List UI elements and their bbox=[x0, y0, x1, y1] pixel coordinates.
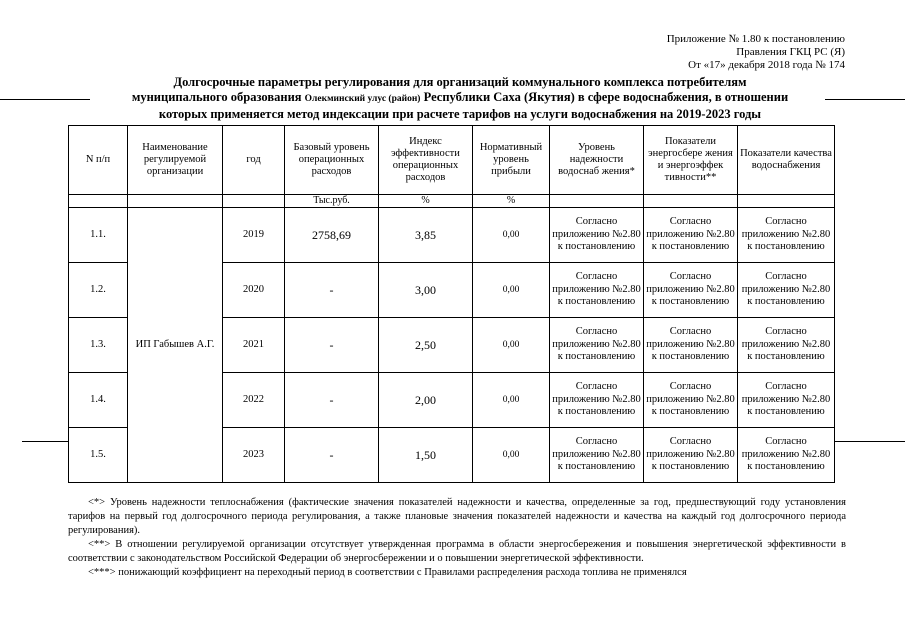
unit-cell bbox=[128, 195, 223, 208]
row-base-level: - bbox=[285, 428, 379, 483]
col-header-reliability: Уровень надежности водоснаб жения* bbox=[550, 126, 644, 195]
row-year: 2020 bbox=[223, 263, 285, 318]
col-header-energy-saving: Показатели энергосбере жения и энергоэффек тивности** bbox=[644, 126, 738, 195]
row-number: 1.5. bbox=[69, 428, 128, 483]
margin-line-left-lower bbox=[22, 441, 68, 442]
col-header-base-level: Базовый уровень операционных расходов bbox=[285, 126, 379, 195]
document-title bbox=[40, 75, 880, 122]
row-energy-saving-ref: Согласно приложению №2.80 к постановлению bbox=[644, 318, 738, 373]
row-reliability-ref: Согласно приложению №2.80 к постановлению bbox=[550, 318, 644, 373]
row-energy-saving-ref: Согласно приложению №2.80 к постановлению bbox=[644, 263, 738, 318]
title-municipality-prefix: муниципального образования bbox=[131, 90, 302, 104]
row-number: 1.2. bbox=[69, 263, 128, 318]
col-header-profit-level: Нормативный уровень прибыли bbox=[473, 126, 550, 195]
footnote-energy-saving: <**> В отношении регулируемой организации отсутствует утвержденная программа в области энергосбережения и повышения энергетической эффективности в соответствии с законодательством Российской Федерации об энергосбережении и о повышении энергетической эффективности. bbox=[68, 539, 846, 564]
col-header-number: N п/п bbox=[69, 126, 128, 195]
row-profit-level: 0,00 bbox=[473, 428, 550, 483]
organization-name: ИП Габышев А.Г. bbox=[128, 208, 223, 483]
unit-cell-profit: % bbox=[473, 195, 550, 208]
row-quality-ref: Согласно приложению №2.80 к постановлению bbox=[738, 428, 835, 483]
row-year: 2021 bbox=[223, 318, 285, 373]
margin-line-left bbox=[0, 99, 90, 100]
col-header-organization: Наименование регулируемой организации bbox=[128, 126, 223, 195]
row-profit-level: 0,00 bbox=[473, 318, 550, 373]
row-year: 2023 bbox=[223, 428, 285, 483]
unit-cell bbox=[69, 195, 128, 208]
row-efficiency-index: 2,50 bbox=[379, 318, 473, 373]
col-header-efficiency-index: Индекс эффективности операционных расходов bbox=[379, 126, 473, 195]
title-region: Республики Саха (Якутия) в сфере водоснабжения, в отношении bbox=[423, 90, 789, 104]
row-base-level: - bbox=[285, 318, 379, 373]
row-energy-saving-ref: Согласно приложению №2.80 к постановлению bbox=[644, 428, 738, 483]
row-profit-level: 0,00 bbox=[473, 373, 550, 428]
row-reliability-ref: Согласно приложению №2.80 к постановлению bbox=[550, 373, 644, 428]
col-header-year: год bbox=[223, 126, 285, 195]
title-line-2 bbox=[40, 90, 880, 107]
margin-line-right-lower bbox=[834, 441, 905, 442]
col-header-quality: Показатели качества водоснабжения bbox=[738, 126, 835, 195]
row-quality-ref: Согласно приложению №2.80 к постановлению bbox=[738, 263, 835, 318]
row-number: 1.1. bbox=[69, 208, 128, 263]
table-units-row bbox=[69, 195, 835, 208]
row-energy-saving-ref: Согласно приложению №2.80 к постановлению bbox=[644, 373, 738, 428]
row-energy-saving-ref: Согласно приложению №2.80 к постановлению bbox=[644, 208, 738, 263]
unit-cell bbox=[223, 195, 285, 208]
title-district: Олекминский улус (район) bbox=[304, 94, 421, 104]
appendix-line: Приложение № 1.80 к постановлению bbox=[666, 33, 845, 45]
footnotes bbox=[68, 496, 846, 580]
row-efficiency-index: 1,50 bbox=[379, 428, 473, 483]
unit-cell-index: % bbox=[379, 195, 473, 208]
parameters-table bbox=[68, 125, 835, 483]
row-base-level: 2758,69 bbox=[285, 208, 379, 263]
row-profit-level: 0,00 bbox=[473, 208, 550, 263]
date-number-line: От «17» декабря 2018 года № 174 bbox=[688, 59, 845, 71]
unit-cell-base: Тыс.руб. bbox=[285, 195, 379, 208]
margin-line-right bbox=[825, 99, 905, 100]
unit-cell bbox=[644, 195, 738, 208]
row-reliability-ref: Согласно приложению №2.80 к постановлению bbox=[550, 428, 644, 483]
row-number: 1.4. bbox=[69, 373, 128, 428]
title-line-1: Долгосрочные параметры регулирования для организаций коммунального комплекса потребителям bbox=[173, 75, 747, 89]
board-line: Правления ГКЦ РС (Я) bbox=[736, 46, 845, 58]
row-base-level: - bbox=[285, 373, 379, 428]
document-header bbox=[667, 33, 845, 72]
row-reliability-ref: Согласно приложению №2.80 к постановлению bbox=[550, 208, 644, 263]
row-efficiency-index: 3,85 bbox=[379, 208, 473, 263]
title-line-3: которых применяется метод индексации при расчете тарифов на услуги водоснабжения на 2019-2023 годы bbox=[158, 107, 762, 121]
footnote-coefficient: <***> понижающий коэффициент на переходный период в соответствии с Правилами распределения расхода топлива не применялся bbox=[88, 567, 687, 578]
row-quality-ref: Согласно приложению №2.80 к постановлению bbox=[738, 318, 835, 373]
row-efficiency-index: 3,00 bbox=[379, 263, 473, 318]
row-year: 2022 bbox=[223, 373, 285, 428]
table-header-row bbox=[69, 126, 835, 195]
unit-cell bbox=[738, 195, 835, 208]
row-quality-ref: Согласно приложению №2.80 к постановлению bbox=[738, 208, 835, 263]
row-quality-ref: Согласно приложению №2.80 к постановлению bbox=[738, 373, 835, 428]
row-base-level: - bbox=[285, 263, 379, 318]
row-year: 2019 bbox=[223, 208, 285, 263]
row-reliability-ref: Согласно приложению №2.80 к постановлению bbox=[550, 263, 644, 318]
unit-cell bbox=[550, 195, 644, 208]
row-number: 1.3. bbox=[69, 318, 128, 373]
table-row bbox=[69, 208, 835, 263]
row-efficiency-index: 2,00 bbox=[379, 373, 473, 428]
footnote-reliability: <*> Уровень надежности теплоснабжения (фактические значения показателей надежности и качества, определенные за год, предшествующий году установления тарифов на первый год долгосрочного периода регулирования, а также плановые значения показателей надежности и качества на каждый год долгосрочного периода регулирования). bbox=[68, 497, 846, 536]
row-profit-level: 0,00 bbox=[473, 263, 550, 318]
